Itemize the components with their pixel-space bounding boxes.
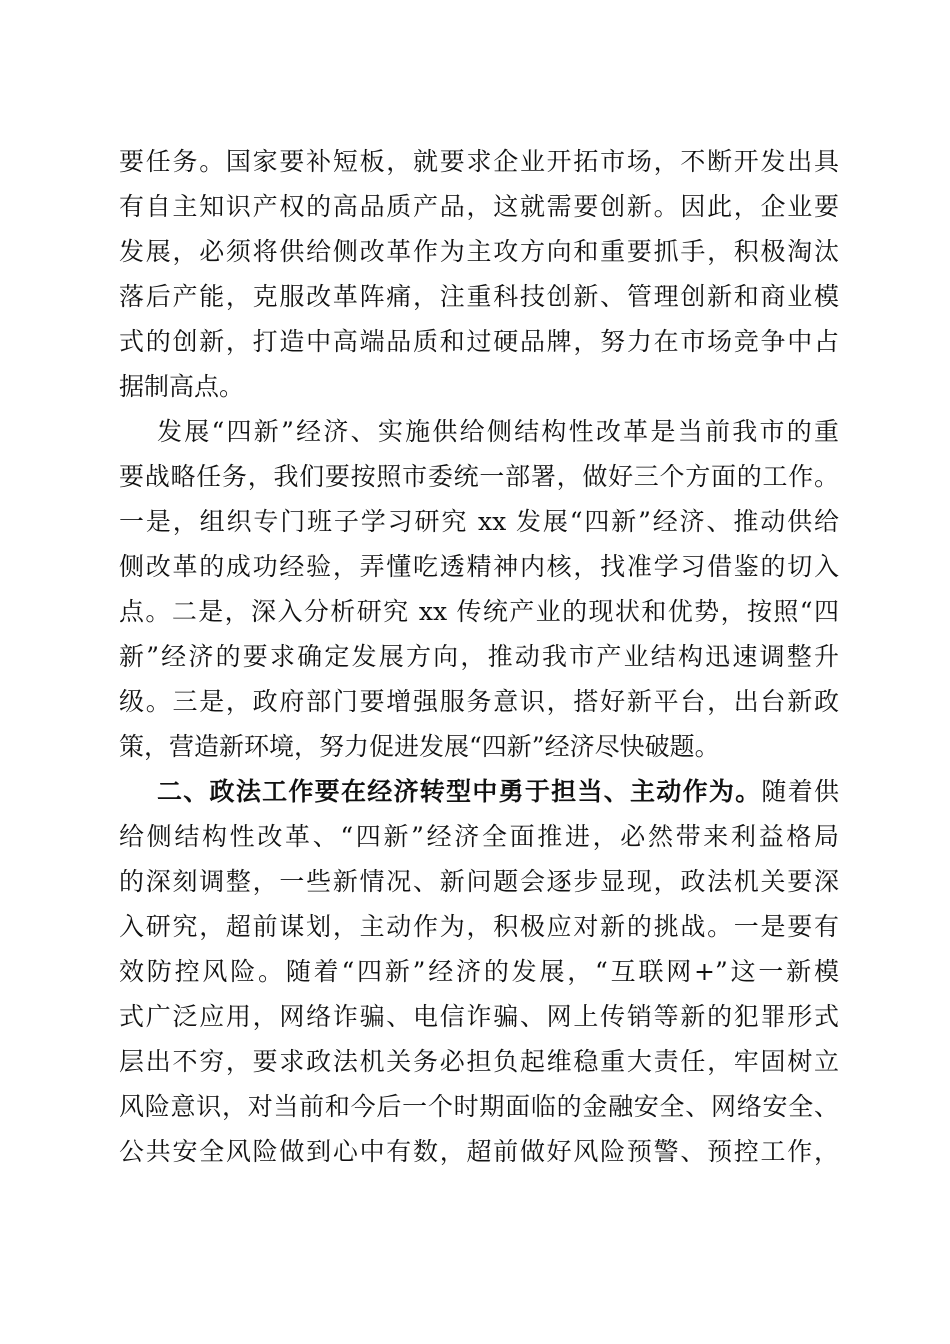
text-line: 式广泛应用，网络诈骗、电信诈骗、网上传销等新的犯罪形式: [119, 1002, 839, 1031]
text-line: 点。二是，深入分析研究 xx 传统产业的现状和优势，按照“四: [119, 597, 839, 626]
section-heading-line: [157, 772, 839, 812]
text-line: 新”经济的要求确定发展方向，推动我市产业结构迅速调整升: [119, 642, 839, 671]
text-line: 一是，组织专门班子学习研究 xx 发展“四新”经济、推动供给: [119, 507, 839, 536]
text-line: 有自主知识产权的高品质产品，这就需要创新。因此，企业要: [119, 192, 839, 221]
text-line: 发展，必须将供给侧改革作为主攻方向和重要抓手，积极淘汰: [119, 237, 839, 266]
text-line: 要任务。国家要补短板，就要求企业开拓市场，不断开发出具: [119, 147, 839, 176]
text-line: 要战略任务，我们要按照市委统一部署，做好三个方面的工作。: [119, 462, 839, 491]
text-line: 效防控风险。随着“四新”经济的发展，“互联网+”这一新模: [119, 957, 839, 986]
text-line: 给侧结构性改革、“四新”经济全面推进，必然带来利益格局: [119, 822, 839, 851]
text-line: 式的创新，打造中高端品质和过硬品牌，努力在市场竞争中占: [119, 327, 839, 356]
text-line: 层出不穷，要求政法机关务必担负起维稳重大责任，牢固树立: [119, 1047, 839, 1076]
text-line: 据制高点。: [119, 372, 245, 401]
section-heading-continuation: 随着供: [761, 777, 839, 806]
text-line: 入研究，超前谋划，主动作为，积极应对新的挑战。一是要有: [119, 912, 839, 941]
paragraph-first-line: 发展“四新”经济、实施供给侧结构性改革是当前我市的重: [157, 417, 839, 446]
text-line: 公共安全风险做到心中有数，超前做好风险预警、预控工作，: [119, 1137, 839, 1166]
text-line: 级。三是，政府部门要增强服务意识，搭好新平台，出台新政: [119, 687, 839, 716]
text-line: 的深刻调整，一些新情况、新问题会逐步显现，政法机关要深: [119, 867, 839, 896]
text-line: 策，营造新环境，努力促进发展“四新”经济尽快破题。: [119, 732, 720, 761]
section-heading: 二、政法工作要在经济转型中勇于担当、主动作为。: [157, 777, 762, 806]
text-line: 侧改革的成功经验，弄懂吃透精神内核，找准学习借鉴的切入: [119, 552, 839, 581]
text-line: 风险意识，对当前和今后一个时期面临的金融安全、网络安全、: [119, 1092, 839, 1121]
text-line: 落后产能，克服改革阵痛，注重科技创新、管理创新和商业模: [119, 282, 839, 311]
